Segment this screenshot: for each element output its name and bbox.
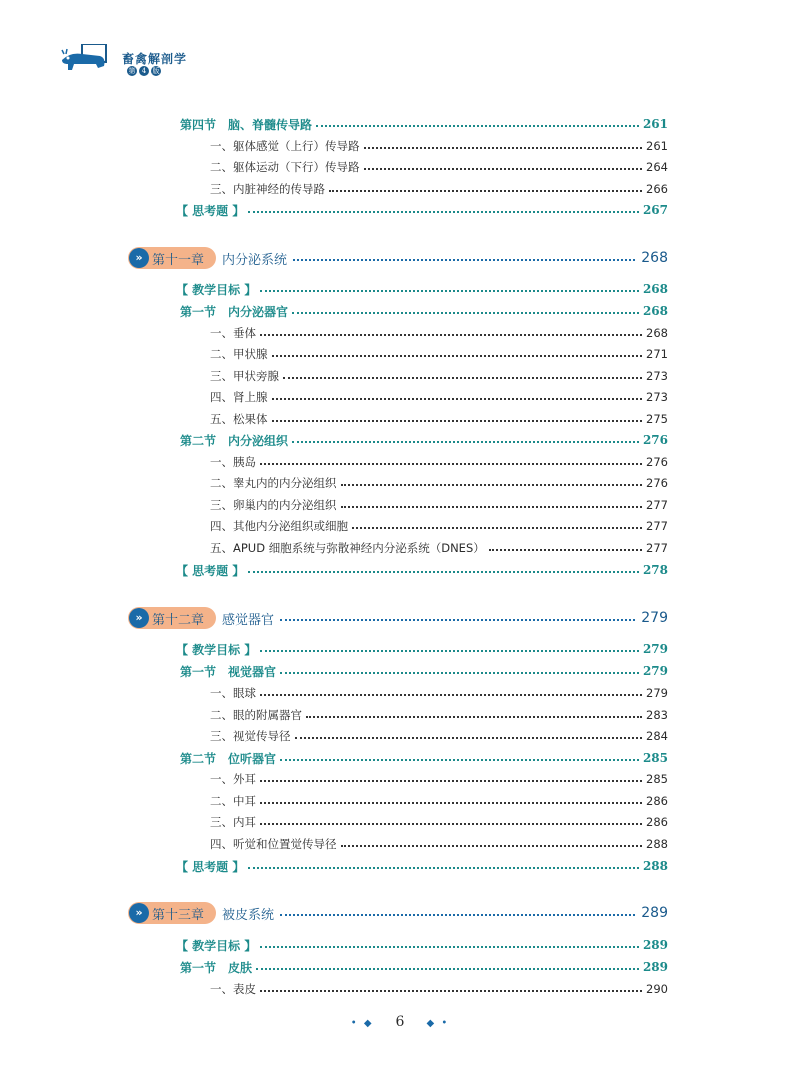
toc-item[interactable]: 三、视觉传导径 284 bbox=[210, 729, 668, 743]
toc-think-questions[interactable]: 【 思考题 】 278 bbox=[176, 563, 668, 578]
book-title: 畜禽解剖学 bbox=[122, 52, 188, 66]
double-chevron-icon: » bbox=[129, 608, 149, 628]
toc-item[interactable]: 四、听觉和位置觉传导径 288 bbox=[210, 837, 668, 851]
toc-item[interactable]: 一、垂体 268 bbox=[210, 326, 668, 340]
chapter-page: 268 bbox=[641, 250, 668, 266]
toc-section[interactable]: 第一节 内分泌器官 268 bbox=[180, 304, 668, 319]
toc-section[interactable]: 第一节 皮肤 289 bbox=[180, 960, 668, 975]
toc-item[interactable]: 四、肾上腺 273 bbox=[210, 390, 668, 404]
toc-item[interactable]: 五、APUD 细胞系统与弥散神经内分泌系统（DNES） 277 bbox=[210, 541, 668, 555]
toc-item[interactable]: 二、睾丸内的内分泌组织 276 bbox=[210, 476, 668, 490]
toc-item[interactable]: 二、中耳 286 bbox=[210, 794, 668, 808]
chapter-chip: » 第十三章 bbox=[128, 902, 216, 924]
ornament-left: • ◆ bbox=[350, 1018, 374, 1029]
toc-item[interactable]: 一、外耳 285 bbox=[210, 772, 668, 786]
toc-think-questions[interactable]: 【 思考题 】 267 bbox=[176, 203, 668, 218]
toc-chapter-11[interactable] bbox=[128, 245, 668, 271]
toc-item[interactable]: 二、躯体运动（下行）传导路 264 bbox=[210, 160, 668, 174]
double-chevron-icon: » bbox=[129, 903, 149, 923]
toc-chapter-13[interactable] bbox=[128, 900, 668, 926]
chapter-chip: » 第十一章 bbox=[128, 247, 216, 269]
toc-teaching-goals[interactable]: 【 教学目标 】 268 bbox=[176, 282, 668, 297]
toc-chapter-12[interactable] bbox=[128, 605, 668, 631]
toc-item[interactable]: 一、眼球 279 bbox=[210, 686, 668, 700]
ornament-right: ◆ • bbox=[426, 1018, 450, 1029]
chapter-page: 289 bbox=[641, 905, 668, 921]
chapter-title: 感觉器官 bbox=[222, 612, 275, 628]
toc-item[interactable]: 一、表皮 290 bbox=[210, 982, 668, 996]
chapter-title: 被皮系统 bbox=[222, 907, 275, 923]
toc-think-questions[interactable]: 【 思考题 】 288 bbox=[176, 859, 668, 874]
cow-logo-icon bbox=[60, 44, 120, 72]
chapter-chip: » 第十二章 bbox=[128, 607, 216, 629]
toc-item[interactable]: 一、胰岛 276 bbox=[210, 455, 668, 469]
toc-item[interactable]: 三、内脏神经的传导路 266 bbox=[210, 182, 668, 196]
toc-section[interactable]: 第四节 脑、脊髓传导路 261 bbox=[180, 117, 668, 132]
toc-section[interactable]: 第二节 位听器官 285 bbox=[180, 751, 668, 766]
toc-item[interactable]: 二、甲状腺 271 bbox=[210, 347, 668, 361]
double-chevron-icon: » bbox=[129, 248, 149, 268]
toc-teaching-goals[interactable]: 【 教学目标 】 289 bbox=[176, 938, 668, 953]
page-number: 6 bbox=[395, 1014, 405, 1030]
toc-item[interactable]: 三、卵巢内的内分泌组织 277 bbox=[210, 498, 668, 512]
toc-section[interactable]: 第一节 视觉器官 279 bbox=[180, 664, 668, 679]
toc-item[interactable]: 四、其他内分泌组织或细胞 277 bbox=[210, 519, 668, 533]
toc-teaching-goals[interactable]: 【 教学目标 】 279 bbox=[176, 642, 668, 657]
chapter-page: 279 bbox=[641, 610, 668, 626]
chapter-title: 内分泌系统 bbox=[222, 252, 288, 268]
edition-badge: 第 4 版 bbox=[128, 67, 160, 75]
toc-section[interactable]: 第二节 内分泌组织 276 bbox=[180, 433, 668, 448]
toc-item[interactable]: 三、甲状旁腺 273 bbox=[210, 369, 668, 383]
toc-item[interactable]: 三、内耳 286 bbox=[210, 815, 668, 829]
toc-item[interactable]: 五、松果体 275 bbox=[210, 412, 668, 426]
toc-item[interactable]: 二、眼的附属器官 283 bbox=[210, 708, 668, 722]
page-header bbox=[0, 0, 800, 80]
page-footer bbox=[0, 1014, 800, 1030]
toc-item[interactable]: 一、躯体感觉（上行）传导路 261 bbox=[210, 139, 668, 153]
